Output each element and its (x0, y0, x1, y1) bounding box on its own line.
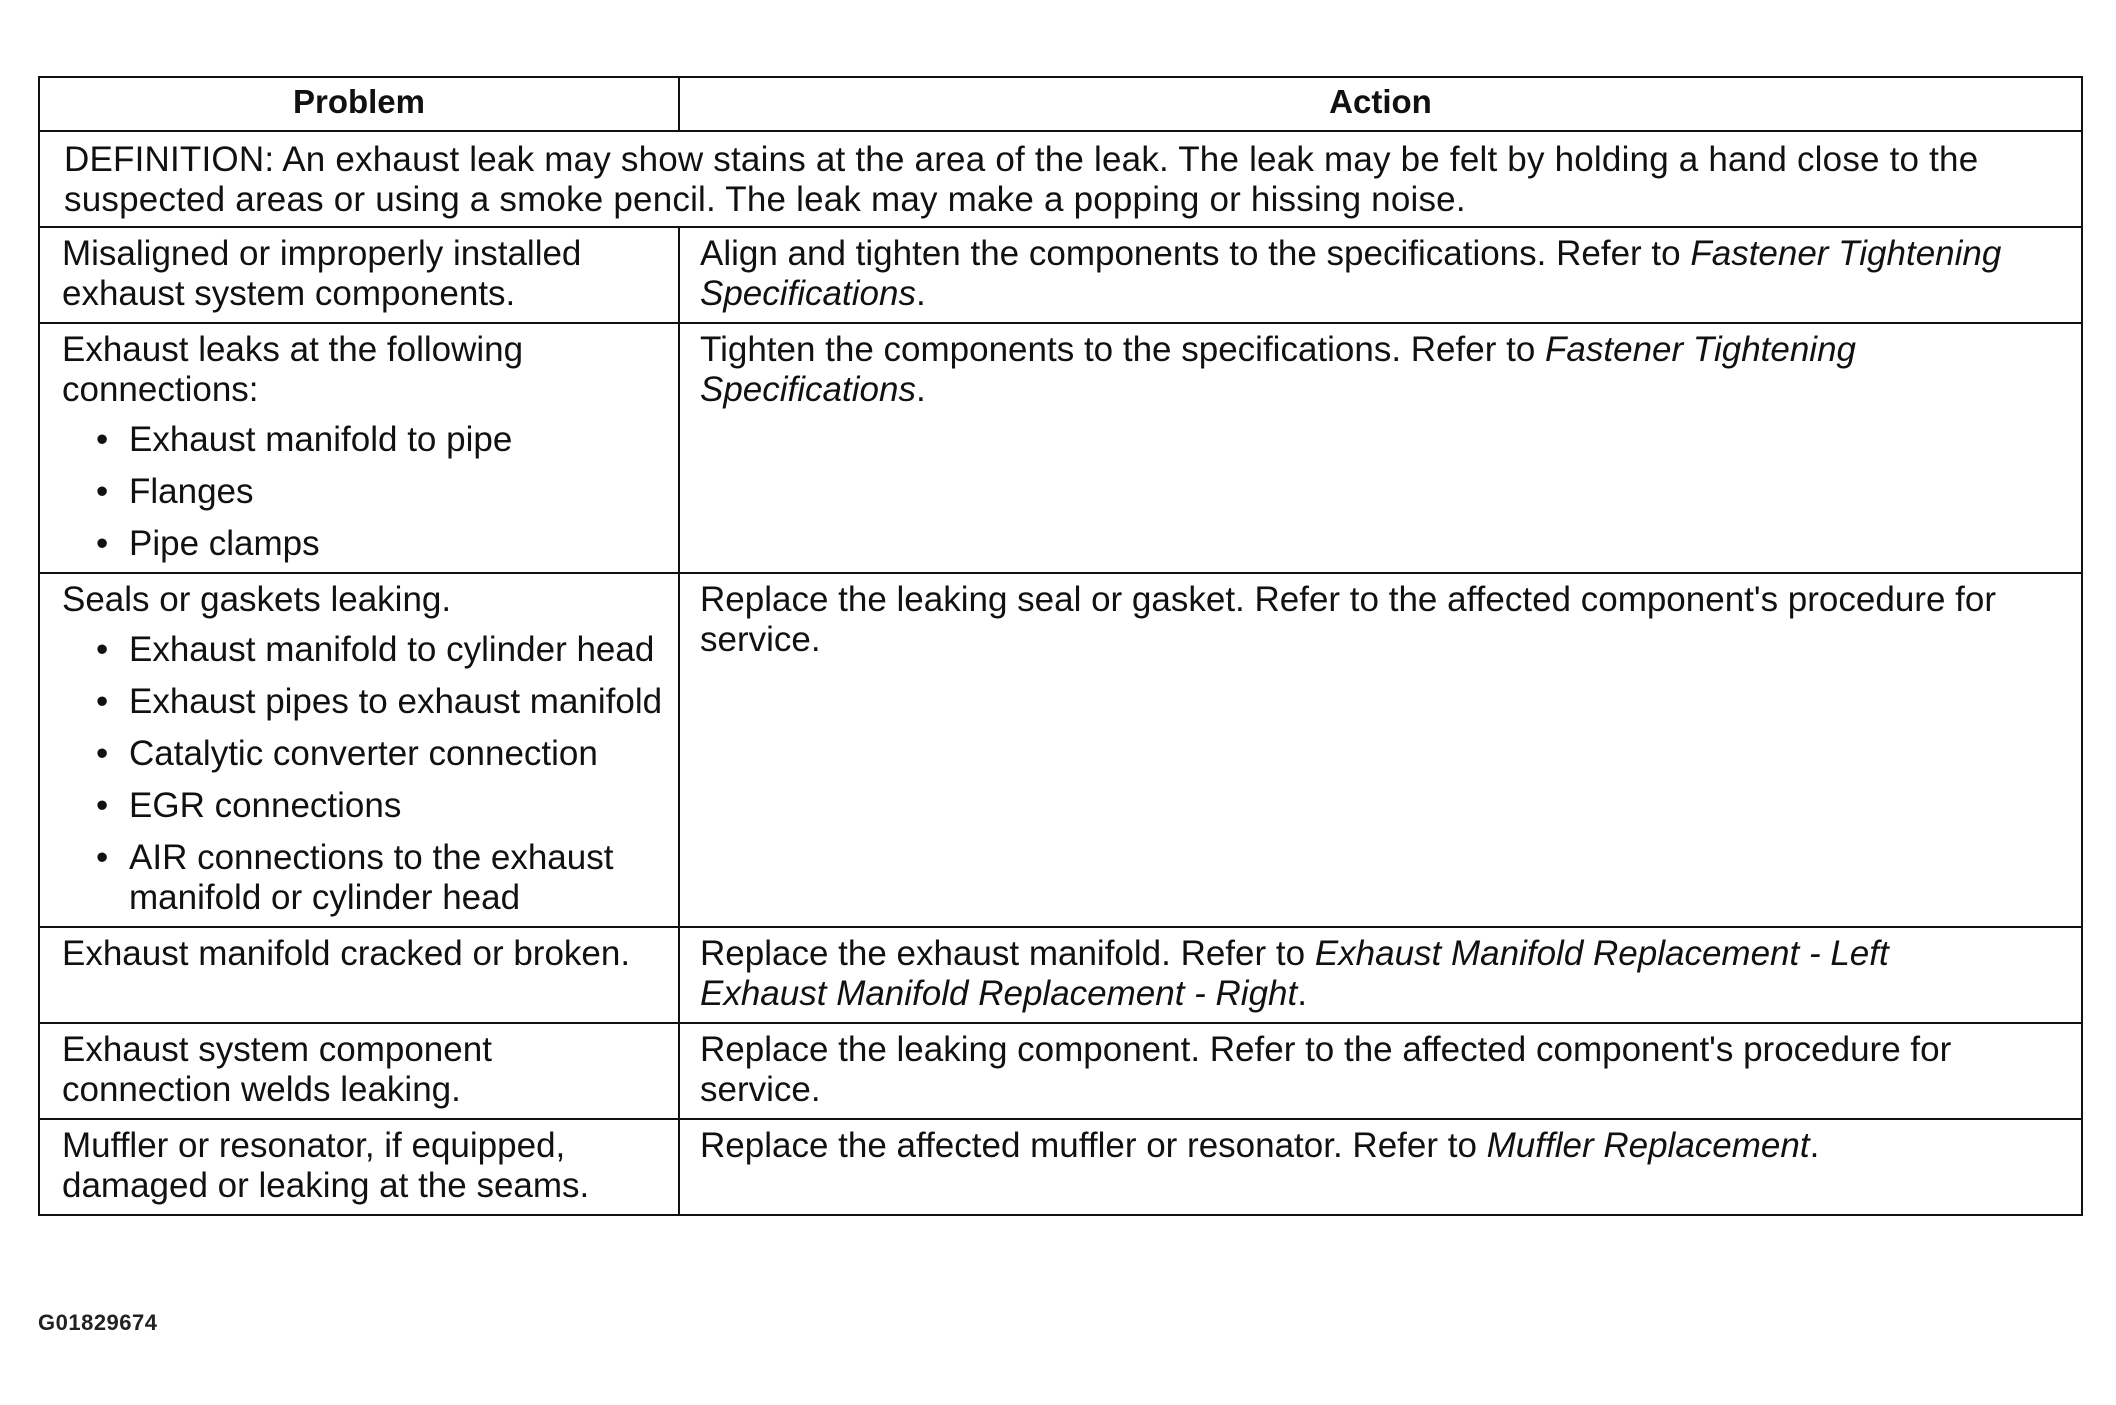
action-text: Tighten the components to the specifications. Refer to (700, 330, 1536, 369)
problem-cell (39, 1119, 679, 1215)
diagnostic-table (38, 76, 2083, 1216)
problem-text: Exhaust system component connection welds leaking. (62, 1030, 492, 1109)
action-cell (679, 227, 2082, 323)
action-end: . (915, 274, 926, 313)
problem-text: Exhaust leaks at the following connections: (62, 330, 524, 409)
action-reference: Fastener Tightening Specifications (700, 330, 1857, 409)
table-row (39, 573, 2082, 927)
action-reference: Muffler Replacement (1486, 1126, 1810, 1165)
bullet-item: • Catalytic converter connection (96, 734, 664, 774)
bullet-item: • Exhaust pipes to exhaust manifold (96, 682, 664, 722)
definition-text: DEFINITION: An exhaust leak may show stains at the area of the leak. The leak may be felt by holding a hand close to the suspected areas or using a smoke pencil. The leak may make a popping or hissing noise. (39, 131, 2082, 227)
action-header: Action (679, 77, 2082, 131)
action-cell (679, 573, 2082, 927)
problem-text: Misaligned or improperly installed exhaust system components. (62, 234, 582, 313)
table-row (39, 1023, 2082, 1119)
action-text: Replace the leaking component. Refer to the affected component's procedure for service. (700, 1030, 1952, 1109)
bullet-item: • Exhaust manifold to cylinder head (96, 630, 664, 670)
problem-cell (39, 1023, 679, 1119)
bullet-item: • Flanges (96, 472, 664, 512)
problem-cell (39, 573, 679, 927)
table-row (39, 227, 2082, 323)
action-end: . (1809, 1126, 1820, 1165)
action-reference: Fastener Tightening Specifications (700, 234, 2002, 313)
definition-row (39, 131, 2082, 227)
problem-cell (39, 927, 679, 1023)
problem-text: Seals or gaskets leaking. (62, 580, 452, 619)
table-row (39, 1119, 2082, 1215)
action-cell (679, 323, 2082, 573)
action-text: Align and tighten the components to the specifications. Refer to (700, 234, 1681, 273)
action-cell (679, 1023, 2082, 1119)
problem-header: Problem (39, 77, 679, 131)
action-text: Replace the exhaust manifold. Refer to (700, 934, 1306, 973)
action-text: Replace the affected muffler or resonator. Refer to (700, 1126, 1477, 1165)
problem-cell (39, 227, 679, 323)
problem-text: Muffler or resonator, if equipped, damaged or leaking at the seams. (62, 1126, 590, 1205)
action-end: . (1297, 974, 1307, 1013)
header-row (39, 77, 2082, 131)
action-text: Replace the leaking seal or gasket. Refer to the affected component's procedure for service. (700, 580, 1996, 659)
bullet-item: • EGR connections (96, 786, 664, 826)
action-end: . (915, 370, 926, 409)
action-reference-2: Exhaust Manifold Replacement - Right (700, 974, 1298, 1013)
bullet-item: • AIR connections to the exhaust manifold or cylinder head (96, 838, 664, 918)
table-row (39, 323, 2082, 573)
figure-id: G01829674 (38, 1310, 158, 1335)
bullet-item: • Pipe clamps (96, 524, 664, 564)
action-reference: Exhaust Manifold Replacement - Left (1314, 934, 1889, 973)
problem-bullet-list (62, 630, 664, 918)
bullet-item: • Exhaust manifold to pipe (96, 420, 664, 460)
problem-bullet-list (62, 420, 664, 564)
action-cell (679, 927, 2082, 1023)
action-cell (679, 1119, 2082, 1215)
problem-text: Exhaust manifold cracked or broken. (62, 934, 631, 973)
table-row (39, 927, 2082, 1023)
problem-cell (39, 323, 679, 573)
